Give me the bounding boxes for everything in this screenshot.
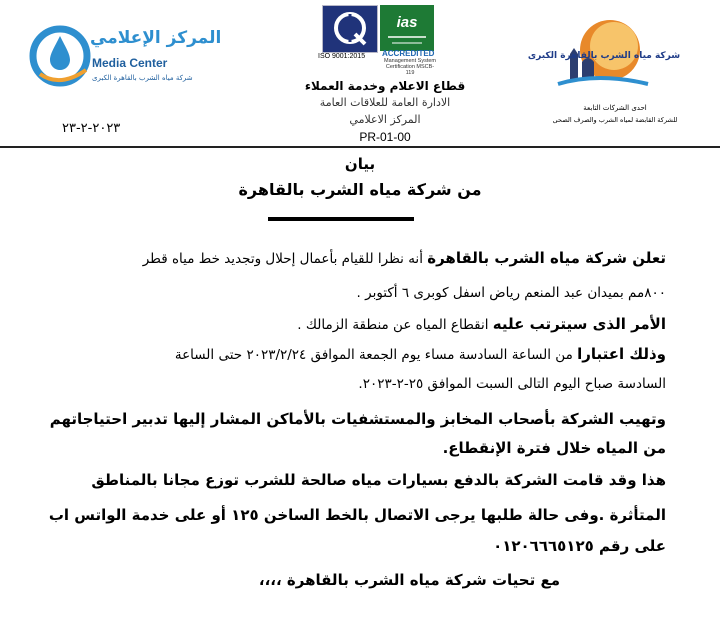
body-line-10: على رقم ٠١٢٠٦٦٦٥١٢٥ [493,537,666,555]
header-divider [0,146,720,148]
ias-accreditation-logo [380,5,434,51]
ias-wordmark: ias [396,14,418,31]
schedule-text: من الساعة السادسة مساء يوم الجمعة الموافق ٢٠٢٣/٢/٢٤ حتى الساعة [174,347,578,363]
body-line-1 [143,248,666,269]
sector-name: قطاع الاعلام وخدمة العملاء [304,79,466,93]
media-center-latin-name: Media Center [92,56,168,70]
ias-accredited-label: ACCREDITED [382,49,435,58]
company-logo-name: شركة مياه الشرب بالقاهرة الكبرى [527,51,681,61]
body-line-5: السادسة صباح اليوم التالى السبت الموافق ٢٥-٢-٢٠٢٣. [358,376,666,392]
announcement-text: أنه نظرا للقيام بأعمال إحلال وتجديد خط مياه قطر [142,251,428,267]
administration-name: الادارة العامة للعلاقات العامة [319,96,451,109]
company-affiliation-line-2: للشركة القابضة لمياه الشرب والصرف الصحى [552,116,678,124]
schedule-lead: وذلك اعتبارا [577,345,666,363]
iso-caption: ISO 9001:2015 [318,53,366,60]
company-affiliation-line-1: احدى الشركات التابعة [583,104,647,112]
body-line-8: هذا وقد قامت الشركة بالدفع بسيارات مياه صالحة للشرب توزع مجانا بالمناطق [91,471,666,489]
statement-title: بيان [344,155,376,173]
iso-logo [322,5,378,53]
body-line-6: وتهيب الشركة بأصحاب المخابز والمستشفيات بالأماكن المشار إليها تدبير احتياجاتهم [49,410,666,428]
statement-subtitle: من شركة مياه الشرب بالقاهرة [238,180,482,199]
consequence-lead: الأمر الذى سيترتب عليه [492,315,666,333]
closing-line: مع تحيات شركة مياه الشرب بالقاهرة ،،،، [258,571,560,589]
document-code: PR-01-00 [359,130,411,144]
announcement-lead: تعلن شركة مياه الشرب بالقاهرة [427,249,666,267]
consequence-text: انقطاع المياه عن منطقة الزمالك . [297,317,493,333]
body-line-9: المتأثرة .وفى حالة طلبها يرجى الاتصال بالخط الساخن ١٢٥ أو على خدمة الواتس اب [48,506,666,524]
media-center-subtitle: شركة مياه الشرب بالقاهرة الكبرى [92,74,193,82]
body-line-7: من المياه خلال فترة الإنقطاع. [442,439,666,457]
body-line-3 [297,314,666,335]
document-date: ٢٠٢٣-٢-٢٣ [62,121,121,136]
center-name: المركز الاعلامي [349,113,421,126]
body-line-2: ٨٠٠مم بميدان عبد المنعم رياض اسفل كوبرى ٦ أكتوبر . [356,285,666,301]
body-line-4 [175,344,666,365]
company-logo [527,14,681,94]
title-underline [268,217,414,221]
ias-management-caption: Management System Certification MSCB-119 [384,58,436,76]
media-center-arabic-name: المركز الإعلامي [90,28,222,48]
